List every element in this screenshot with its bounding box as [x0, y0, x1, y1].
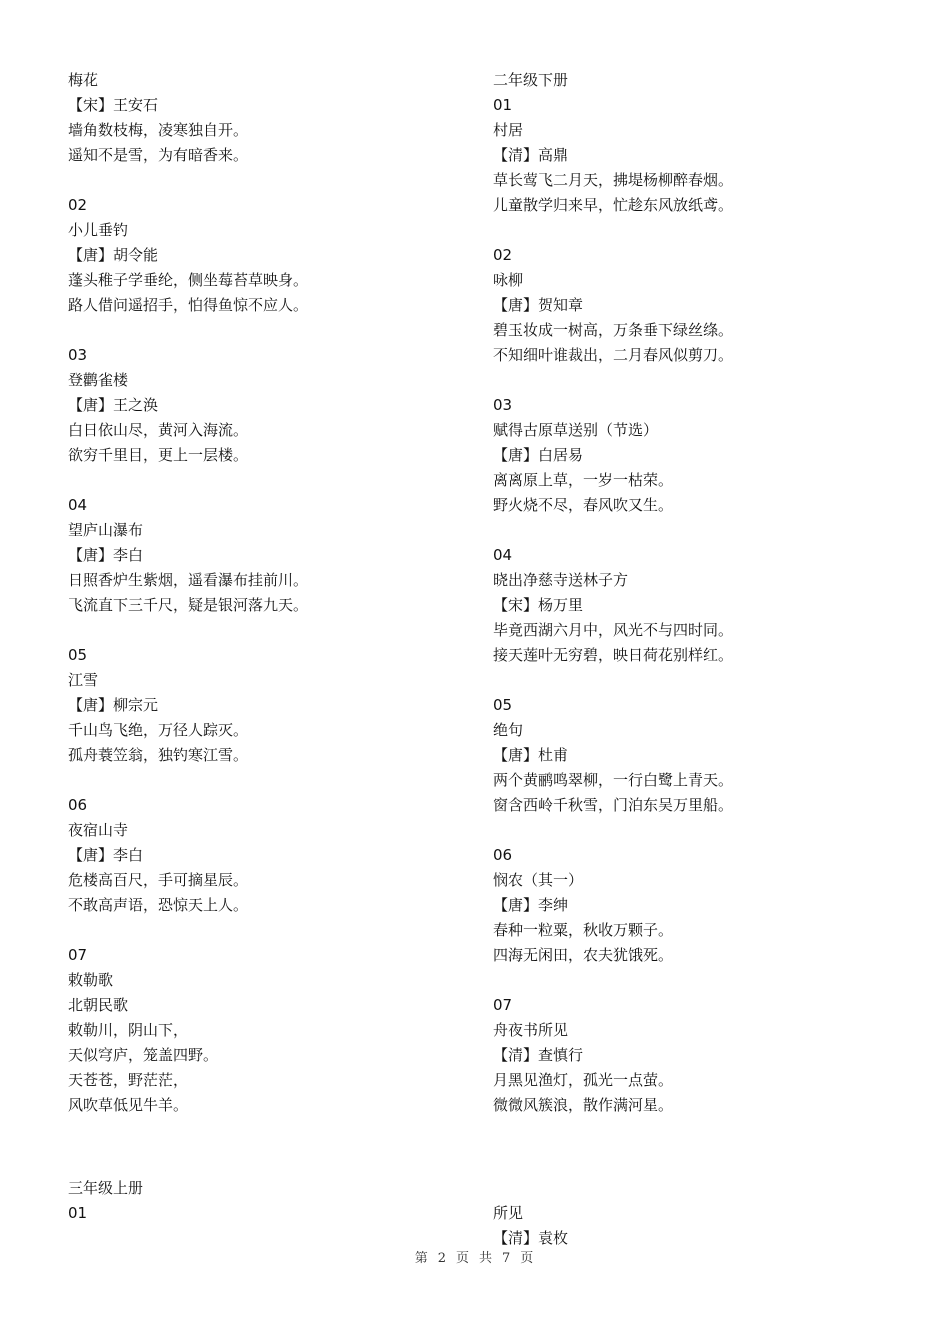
section-heading: 三年级上册	[68, 1179, 144, 1197]
page-label: 共	[479, 1251, 495, 1266]
poem-line: 敕勒川，阴山下，	[68, 1021, 189, 1039]
left-column	[68, 68, 468, 1226]
poem-number: 07	[68, 946, 88, 964]
poem-line: 危楼高百尺，手可摘星辰。	[68, 871, 249, 889]
poem-number: 04	[493, 546, 513, 564]
poem-block	[493, 543, 893, 668]
poem-line: 毕竟西湖六月中，风光不与四时同。	[493, 621, 734, 639]
poem-title: 小儿垂钓	[68, 221, 129, 239]
poem-title: 赋得古原草送别（节选）	[493, 421, 659, 439]
poem-line: 白日依山尽，黄河入海流。	[68, 421, 249, 439]
poem-author: 【唐】柳宗元	[68, 696, 159, 714]
page-label: 页	[455, 1251, 471, 1266]
poem-number: 01	[493, 96, 513, 114]
poem-line: 草长莺飞二月天，拂堤杨柳醉春烟。	[493, 171, 734, 189]
poem-block	[493, 243, 893, 368]
poem-line: 日照香炉生紫烟，遥看瀑布挂前川。	[68, 571, 309, 589]
poem-author: 【宋】杨万里	[493, 596, 584, 614]
poem-line: 墙角数枝梅，凌寒独自开。	[68, 121, 249, 139]
page-footer	[0, 1250, 950, 1268]
poem-line: 欲穷千里目，更上一层楼。	[68, 446, 249, 464]
poem-line: 不敢高声语，恐惊天上人。	[68, 896, 249, 914]
poem-number: 07	[493, 996, 513, 1014]
poem-author: 【唐】李绅	[493, 896, 569, 914]
poem-line: 天似穹庐，笼盖四野。	[68, 1046, 219, 1064]
page-current: 2	[437, 1251, 448, 1266]
poem-block	[493, 93, 893, 218]
page-total: 7	[502, 1251, 513, 1266]
poem-line: 天苍苍，野茫茫，	[68, 1071, 189, 1089]
section-heading: 二年级下册	[493, 71, 569, 89]
poem-author: 【唐】王之涣	[68, 396, 159, 414]
poem-number: 02	[493, 246, 513, 264]
poem-block	[68, 943, 468, 1118]
poem-line: 离离原上草，一岁一枯荣。	[493, 471, 674, 489]
poem-author: 【唐】杜甫	[493, 746, 569, 764]
poem-title: 悯农（其一）	[493, 871, 584, 889]
poem-title: 夜宿山寺	[68, 821, 129, 839]
poem-author: 【唐】李白	[68, 546, 144, 564]
poem-author: 【清】高鼎	[493, 146, 569, 164]
poem-number: 01	[68, 1204, 88, 1222]
poem-block	[68, 343, 468, 468]
poem-number: 04	[68, 496, 88, 514]
poem-block	[68, 193, 468, 318]
poem-title: 江雪	[68, 671, 99, 689]
poem-line: 飞流直下三千尺，疑是银河落九天。	[68, 596, 309, 614]
poem-title: 绝句	[493, 721, 524, 739]
poem-line: 路人借问遥招手，怕得鱼惊不应人。	[68, 296, 309, 314]
poem-author: 【清】袁枚	[493, 1229, 569, 1247]
poem-number: 05	[68, 646, 88, 664]
right-column	[493, 68, 893, 1251]
poem-line: 儿童散学归来早，忙趁东风放纸鸢。	[493, 196, 734, 214]
poem-title: 舟夜书所见	[493, 1021, 569, 1039]
poem-line: 四海无闲田，农夫犹饿死。	[493, 946, 674, 964]
poem-line: 春种一粒粟，秋收万颗子。	[493, 921, 674, 939]
poem-line: 千山鸟飞绝，万径人踪灭。	[68, 721, 249, 739]
poem-line: 风吹草低见牛羊。	[68, 1096, 189, 1114]
poem-block	[68, 793, 468, 918]
poem-block	[493, 693, 893, 818]
poem-title: 晓出净慈寺送林子方	[493, 571, 629, 589]
poem-author: 【宋】王安石	[68, 96, 159, 114]
poem-title: 咏柳	[493, 271, 524, 289]
poem-line: 碧玉妆成一树高，万条垂下绿丝绦。	[493, 321, 734, 339]
poem-title: 村居	[493, 121, 524, 139]
poem-number: 02	[68, 196, 88, 214]
poem-author: 【唐】胡令能	[68, 246, 159, 264]
poem-block	[493, 843, 893, 968]
poem-number: 03	[493, 396, 513, 414]
poem-title: 所见	[493, 1204, 524, 1222]
poem-number: 06	[68, 796, 88, 814]
poem-line: 蓬头稚子学垂纶，侧坐莓苔草映身。	[68, 271, 309, 289]
poem-line: 野火烧不尽，春风吹又生。	[493, 496, 674, 514]
poem-author: 【唐】白居易	[493, 446, 584, 464]
poem-block	[493, 993, 893, 1118]
poem-line: 月黑见渔灯，孤光一点萤。	[493, 1071, 674, 1089]
page-label: 页	[520, 1251, 536, 1266]
poem-line: 窗含西岭千秋雪，门泊东吴万里船。	[493, 796, 734, 814]
poem-line: 接天莲叶无穷碧，映日荷花别样红。	[493, 646, 734, 664]
poem-number: 06	[493, 846, 513, 864]
poem-author: 【唐】贺知章	[493, 296, 584, 314]
poem-author: 北朝民歌	[68, 996, 129, 1014]
poem-line: 两个黄鹂鸣翠柳，一行白鹭上青天。	[493, 771, 734, 789]
poem-title: 望庐山瀑布	[68, 521, 144, 539]
poem-block	[68, 68, 468, 168]
poem-title: 敕勒歌	[68, 971, 114, 989]
poem-number: 03	[68, 346, 88, 364]
poem-block	[493, 393, 893, 518]
poem-author: 【清】查慎行	[493, 1046, 584, 1064]
poem-title: 登鹳雀楼	[68, 371, 129, 389]
poem-line: 遥知不是雪，为有暗香来。	[68, 146, 249, 164]
poem-block	[68, 643, 468, 768]
poem-line: 孤舟蓑笠翁，独钓寒江雪。	[68, 746, 249, 764]
page-label: 第	[414, 1251, 430, 1266]
poem-line: 微微风簇浪，散作满河星。	[493, 1096, 674, 1114]
poem-number: 05	[493, 696, 513, 714]
poem-block	[68, 493, 468, 618]
poem-title: 梅花	[68, 71, 99, 89]
poem-line: 不知细叶谁裁出，二月春风似剪刀。	[493, 346, 734, 364]
poem-author: 【唐】李白	[68, 846, 144, 864]
